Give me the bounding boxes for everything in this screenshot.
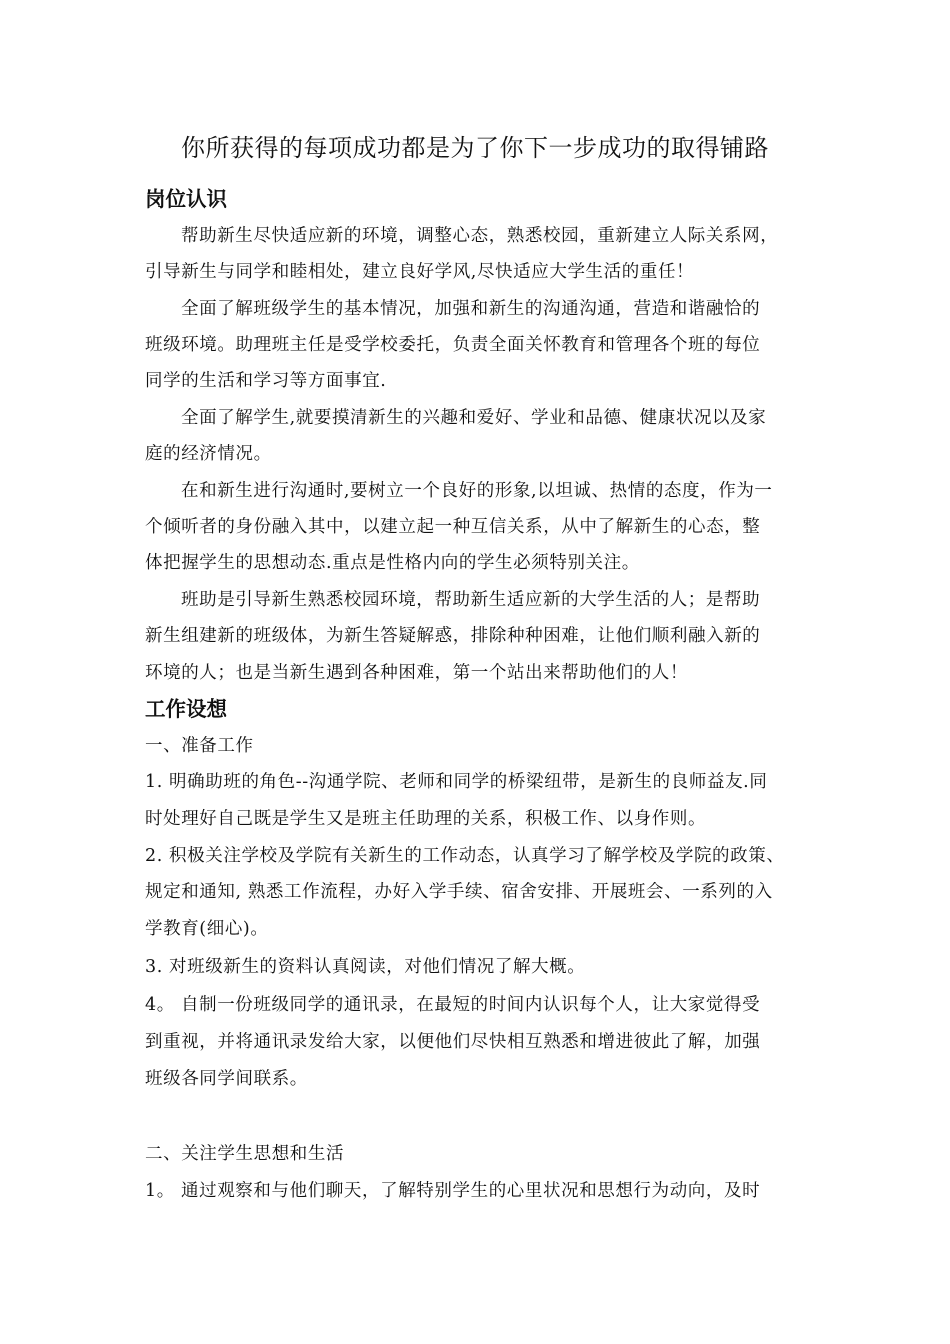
list-item-line: 时处理好自己既是学生又是班主任助理的关系，积极工作、以身作则。 — [145, 809, 707, 829]
section-heading-position: 岗位认识 — [145, 187, 227, 211]
list-item-line: 1。 通过观察和与他们聊天，了解特别学生的心里状况和思想行为动向，及时 — [145, 1181, 761, 1201]
list-item-line: 4。 自制一份班级同学的通讯录，在最短的时间内认识每个人，让大家觉得受 — [145, 995, 761, 1015]
paragraph-line: 在和新生进行沟通时,要树立一个良好的形象,以坦诚、热情的态度，作为一 — [181, 481, 773, 501]
list-item-line: 班级各同学间联系。 — [145, 1069, 308, 1089]
section-heading-plan: 工作设想 — [145, 697, 227, 721]
paragraph-line: 同学的生活和学习等方面事宜. — [145, 371, 387, 391]
list-item-line: 规定和通知, 熟悉工作流程，办好入学手续、宿舍安排、开展班会、一系列的入 — [145, 882, 773, 902]
paragraph-line: 环境的人；也是当新生遇到各种困难，第一个站出来帮助他们的人！ — [145, 663, 688, 683]
paragraph-line: 班级环境。助理班主任是受学校委托，负责全面关怀教育和管理各个班的每位 — [145, 335, 761, 355]
paragraph-line: 庭的经济情况。 — [145, 444, 272, 464]
paragraph-line: 引导新生与同学和睦相处，建立良好学风,尽快适应大学生活的重任！ — [145, 262, 695, 282]
paragraph-line: 体把握学生的思想动态.重点是性格内向的学生必须特别关注。 — [145, 553, 640, 573]
paragraph-line: 全面了解学生,就要摸清新生的兴趣和爱好、学业和品德、健康状况以及家 — [181, 408, 767, 428]
subsection-heading: 一、准备工作 — [145, 736, 254, 756]
page-title: 你所获得的每项成功都是为了你下一步成功的取得铺路 — [181, 134, 769, 162]
list-item-line: 到重视，并将通讯录发给大家，以便他们尽快相互熟悉和增进彼此了解，加强 — [145, 1032, 761, 1052]
list-item-line: 2. 积极关注学校及学院有关新生的工作动态，认真学习了解学校及学院的政策、 — [145, 846, 785, 866]
list-item-line: 1. 明确助班的角色--沟通学院、老师和同学的桥梁纽带，是新生的良师益友.同 — [145, 772, 768, 792]
list-item-line: 3. 对班级新生的资料认真阅读，对他们情况了解大概。 — [145, 957, 586, 977]
paragraph-line: 新生组建新的班级体，为新生答疑解惑，排除种种困难，让他们顺利融入新的 — [145, 626, 761, 646]
paragraph-line: 个倾听者的身份融入其中，以建立起一种互信关系，从中了解新生的心态，整 — [145, 517, 761, 537]
paragraph-line: 帮助新生尽快适应新的环境，调整心态，熟悉校园，重新建立人际关系网， — [181, 226, 779, 246]
paragraph-line: 全面了解班级学生的基本情况，加强和新生的沟通沟通，营造和谐融恰的 — [181, 299, 761, 319]
subsection-heading: 二、关注学生思想和生活 — [145, 1144, 345, 1164]
paragraph-line: 班助是引导新生熟悉校园环境，帮助新生适应新的大学生活的人；是帮助 — [181, 590, 761, 610]
list-item-line: 学教育(细心)。 — [145, 919, 269, 939]
